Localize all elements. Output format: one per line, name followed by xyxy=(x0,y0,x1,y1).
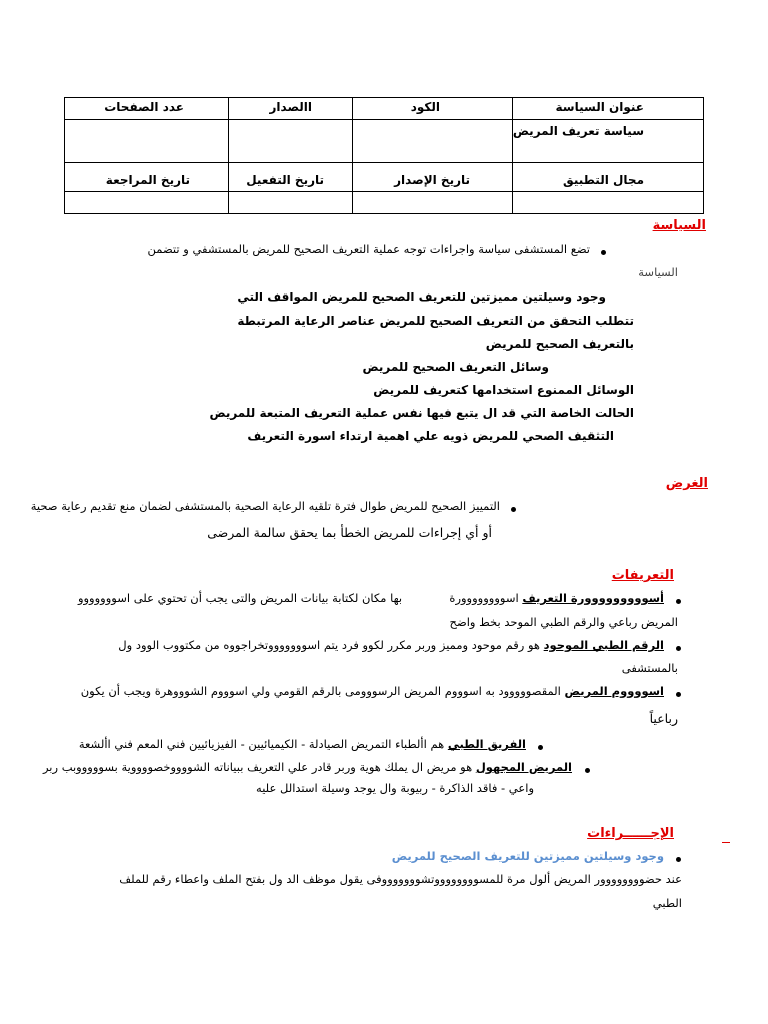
definition-4-text: هم األطباء التمريض الصيادلة - الكيميائيين - الفيزيائيين فني المعم فني األشعة xyxy=(78,737,445,751)
table-border-row2 xyxy=(64,162,704,163)
policy-item-3: بالتعريف الصحيح للمريض xyxy=(485,337,634,351)
header-edition: االصدار xyxy=(269,100,312,114)
table-border-row1 xyxy=(64,119,704,120)
definition-4-term: الفريق الطبي xyxy=(447,737,526,751)
definition-2-text: هو رقم موحود ومميز وربر مكرر لكوو فرد يتم اسوووووووتخراجووه من مكتووب الوود ول xyxy=(118,638,540,652)
definition-1-text-a: اسوووووووورة xyxy=(449,591,519,605)
bullet xyxy=(601,250,606,255)
definition-5-line1 xyxy=(43,760,572,774)
definition-3-line1 xyxy=(81,684,664,698)
header-review-date: تاريخ المراجعة xyxy=(105,173,190,187)
table-border-bottom xyxy=(64,213,704,214)
policy-heading: السياسة xyxy=(652,218,706,233)
bullet xyxy=(676,857,681,862)
definition-2-line1 xyxy=(118,638,664,652)
table-col-sep-2 xyxy=(352,97,353,214)
definition-4-line1 xyxy=(79,737,526,751)
bullet xyxy=(676,692,681,697)
bullet xyxy=(511,507,516,512)
header-page-count: عدد الصفحات xyxy=(104,100,184,114)
definition-3-term: اسووووم المريض xyxy=(564,684,664,698)
header-code: الكود xyxy=(410,100,440,114)
definition-5-line2: واعي - فاقد الذاكرة - ربيوبة وال يوجد وسيلة استدالل عليه xyxy=(256,781,534,795)
definition-1-text-b: بها مكان لكتابة بيانات المريض والتى يجب أن تحتوي على اسووووووو xyxy=(77,591,403,605)
procedure-item-1-line2: الطبي xyxy=(652,896,682,910)
definition-3-text: المقصووووود به اسوووم المريض الرسووومى بالرقم القومي ولي اسوووم الشوووهرة ويجب أن يكون xyxy=(80,684,561,698)
procedure-item-1-line1: عند حضوووووووور المريض ألول مرة للمسووووووووتشوووووووفى يقول موظف الد ول بفتح الملف واعطاء رقم للملف xyxy=(119,872,682,886)
red-dash-mark xyxy=(722,842,730,843)
definition-1-line1 xyxy=(78,591,664,605)
definition-2-term: الرقم الطبي الموحود xyxy=(543,638,664,652)
policy-intro-line1: تضع المستشفى سياسة واجراءات توجه عملية التعريف الصحيح للمريض بالمستشفي و تتضمن xyxy=(147,242,590,256)
definition-2-line2: بالمستشفى xyxy=(621,661,678,675)
policy-item-1: وجود وسيلتين مميزتين للتعريف الصحيح للمريض المواقف التي xyxy=(237,290,606,304)
table-border-top xyxy=(64,97,704,98)
procedure-item-1: وجود وسيلتين مميزتين للتعريف الصحيح للمريض xyxy=(391,849,664,863)
definition-5-text: هو مريض ال يملك هوية وربر قادر علي التعريف ببياناته الشووووخصووووية بسوووووبب ربر xyxy=(42,760,473,774)
procedures-heading: الإجــــــراءات xyxy=(587,826,674,841)
definition-5-term: المريض المجهول xyxy=(475,760,572,774)
header-scope: مجال التطبيق xyxy=(563,173,644,187)
definitions-heading: التعريفات xyxy=(611,568,674,583)
table-border-right xyxy=(703,97,704,214)
header-issue-date: تاريخ الإصدار xyxy=(394,173,470,187)
policy-item-5: الوسائل الممنوع استخدامها كتعريف للمريض xyxy=(373,383,634,397)
bullet xyxy=(676,646,681,651)
table-border-left xyxy=(64,97,65,214)
definition-1-term: أسووووووووورة التعريف xyxy=(522,591,664,605)
definition-3-line2: رباعياً xyxy=(649,711,678,726)
policy-item-6: الحالت الخاصة التي قد ال يتبع فيها نفس عملية التعريف المتبعة للمريض xyxy=(209,406,634,420)
header-effective-date: تاريخ التفعيل xyxy=(246,173,324,187)
table-border-row3 xyxy=(64,191,704,192)
policy-item-7: التثقيف الصحي للمريض ذويه علي اهمية ارتداء اسورة التعريف xyxy=(247,429,614,443)
bullet xyxy=(538,745,543,750)
bullet xyxy=(676,599,681,604)
purpose-line1: التمييز الصحيح للمريض طوال فترة تلقيه الرعاية الصحية بالمستشفى لضمان منع تقديم رعاية صحية xyxy=(30,499,500,513)
bullet xyxy=(585,768,590,773)
purpose-heading: الغرض xyxy=(665,476,708,491)
definition-1-line2: المريض رباعي والرقم الطبي الموحد بخط واضح xyxy=(449,615,678,629)
header-policy-title: عنوان السياسة xyxy=(555,100,644,114)
purpose-line2: أو أي إجراءات للمريض الخطأ بما يحقق سالمة المرضى xyxy=(207,525,492,540)
policy-item-4: وسائل التعريف الصحيح للمريض xyxy=(362,360,549,374)
table-col-sep-3 xyxy=(512,97,513,214)
policy-intro-line2: السياسة xyxy=(638,265,678,279)
table-col-sep-1 xyxy=(228,97,229,214)
policy-title-value: سياسة تعريف المريض xyxy=(512,124,644,138)
policy-item-2: تتطلب التحقق من التعريف الصحيح للمريض عناصر الرعاية المرتبطة xyxy=(237,314,634,328)
